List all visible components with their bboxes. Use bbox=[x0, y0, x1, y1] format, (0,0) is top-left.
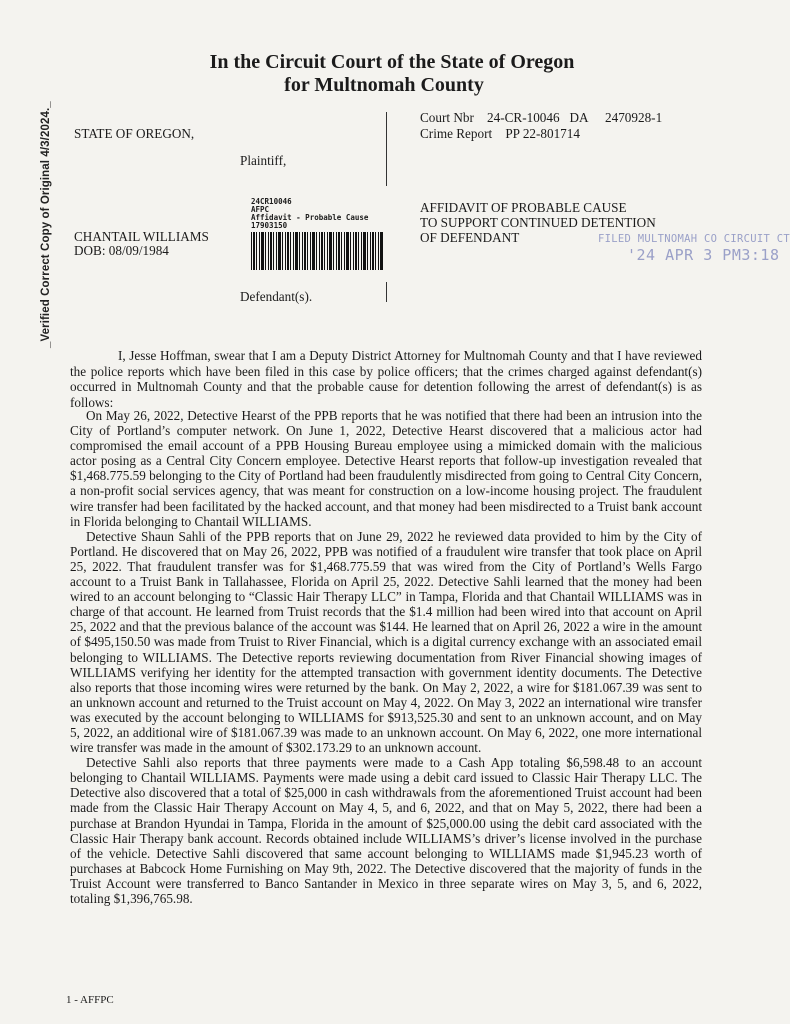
crime-report-label: Crime Report bbox=[420, 126, 493, 141]
doc-title-1: AFFIDAVIT OF PROBABLE CAUSE bbox=[420, 200, 627, 215]
crime-report bbox=[420, 126, 580, 142]
barcode-label bbox=[246, 198, 384, 274]
affiant-statement: I, Jesse Hoffman, swear that I am a Deputy District Attorney for Multnomah County and that I have reviewed the police reports which have been filed in this case by police officers; that the crimes charged against defendant(s) occurred in Multnomah County and that the probable cause for detention following the arrest of defendant(s) is as follows: bbox=[70, 348, 702, 410]
page-footer: 1 - AFFPC bbox=[66, 994, 114, 1006]
verified-copy-stamp: _Verified Correct Copy of Original 4/3/2024._ bbox=[40, 101, 52, 348]
caption-divider-bottom bbox=[386, 282, 387, 302]
plaintiff-role: Plaintiff, bbox=[240, 153, 287, 168]
paragraph-3: Detective Sahli also reports that three payments were made to a Cash App totaling $6,598.48 to an account belonging to Chantail WILLIAMS. Payments were made using a debit card issued to Classic Hair Therapy LLC. The Detective also discovered that a total of $25,000 in cash withdrawals from the aforementioned Truist account had been made from the Classic Hair Therapy Account on May 4, 5, and 6, 2022, and that on May 5, 2022, there had been a purchase at Brandon Hyundai in Tampa, Florida in the amount of $25,000.00 using the debit card associated with the Classic Hair Therapy bank account. Records obtained include WILLIAMS’s driver’s license involved in the purchase of the vehicle. Detective Sahli discovered that same account belonging to WILLIAMS made $1,945.23 worth of purchases at Babcock Home Furnishing on May 9th, 2022. The Detective discovered that the majority of funds in the Truist Account were transferred to Banco Santander in Mexico in three separate wires on May 3, 5, and 6, 2022, totaling $1,396,765.98. bbox=[70, 755, 702, 906]
da-label: DA bbox=[569, 110, 589, 125]
paragraph-1: On May 26, 2022, Detective Hearst of the PPB reports that he was notified that there had been an intrusion into the City of Portland’s computer network. On June 1, 2022, Detective Hearst discovered that a malicious actor had compromised the email account of a PPB Housing Bureau employee using a mimicked domain with the malicious actor posing as a Central City Concern employee. Detective Hearst reports that follow-up investigation revealed that $1,468.775.59 belonging to the City of Portland had been fraudulently misdirected from going to Central City Concern, a non-profit social services agency, that was meant for construction on a low-income housing project. The fraudulent wire transfer had been facilitated by the hacked account, and that money had been misdirected to a Truist bank account in Florida belonging to Chantail WILLIAMS. bbox=[70, 408, 702, 529]
paragraph-2: Detective Shaun Sahli of the PPB reports that on June 29, 2022 he reviewed data provided to him by the City of Portland. He discovered that on May 26, 2022, PPB was notified of a fraudulent wire transfer that took place on April 25, 2022. That fraudulent transfer was for $1,468.775.59 that was wired from the City of Portland’s Wells Fargo account to a Truist Bank in Tallahassee, Florida on April 25, 2022. Detective Sahli learned that the money had been wired to an account belonging to “Classic Hair Therapy LLC” in Tampa, Florida and that Chantail WILLIAMS was in charge of that account. He learned from Truist records that the $1.4 million had been wired into that account on April 25, 2022 and that the previous balance of the account was $144. He learned that on April 26, 2022 a wire in the amount of $495,150.50 was made from Truist to River Financial, which is a digital currency exchange with an associated email belonging to WILLIAMS. The Detective reports reviewing documentation from River Financial showing images of WILLIAMS verifying her identity for the attempted transaction with government identity documents. The Detective also reports that those incoming wires were returned by the bank. On May 2, 2022, a wire for $181.067.39 was sent to an unknown account and returned to the Truist account on May 4, 2022. On May 3, 2022 an international wire transfer was executed by the account belonging to WILLIAMS for $913,525.30 and sent to an unknown account, and on May 5, 2022, an additional wire of $181.067.39 was made to an unknown account. On May 6, 2022, one more international wire transfer was made in the amount of $302.173.29 to an unknown account. bbox=[70, 528, 702, 756]
barcode-icon bbox=[251, 232, 383, 270]
defendant-dob: DOB: 08/09/1984 bbox=[74, 243, 169, 258]
doc-title-3: OF DEFENDANT bbox=[420, 230, 520, 245]
affidavit-body bbox=[70, 408, 702, 906]
filed-stamp-line-2: '24 APR 3 PM3:18 bbox=[627, 246, 780, 264]
filed-stamp-line-1: FILED MULTNOMAH CO CIRCUIT CT bbox=[598, 233, 790, 245]
barcode-id: 17903150 bbox=[251, 221, 288, 230]
doc-title-2: TO SUPPORT CONTINUED DETENTION bbox=[420, 215, 656, 230]
court-nbr-label: Court Nbr bbox=[420, 110, 474, 125]
defendant-role: Defendant(s). bbox=[240, 289, 313, 304]
crime-report-number: PP 22-801714 bbox=[505, 126, 580, 141]
da-number: 2470928-1 bbox=[605, 110, 663, 125]
court-nbr: 24-CR-10046 bbox=[487, 110, 560, 125]
barcode-case: 24CR10046 bbox=[251, 197, 292, 206]
defendant-name: CHANTAIL WILLIAMS bbox=[74, 229, 209, 244]
caption-divider-top bbox=[386, 112, 387, 186]
barcode-code: AFPC bbox=[251, 205, 270, 214]
plaintiff-name: STATE OF OREGON, bbox=[74, 126, 195, 141]
barcode-desc: Affidavit - Probable Cause bbox=[251, 213, 369, 222]
court-title-line-2: for Multnomah County bbox=[284, 74, 484, 96]
court-title-line-1: In the Circuit Court of the State of Oregon bbox=[209, 51, 575, 73]
case-numbers bbox=[420, 110, 662, 126]
